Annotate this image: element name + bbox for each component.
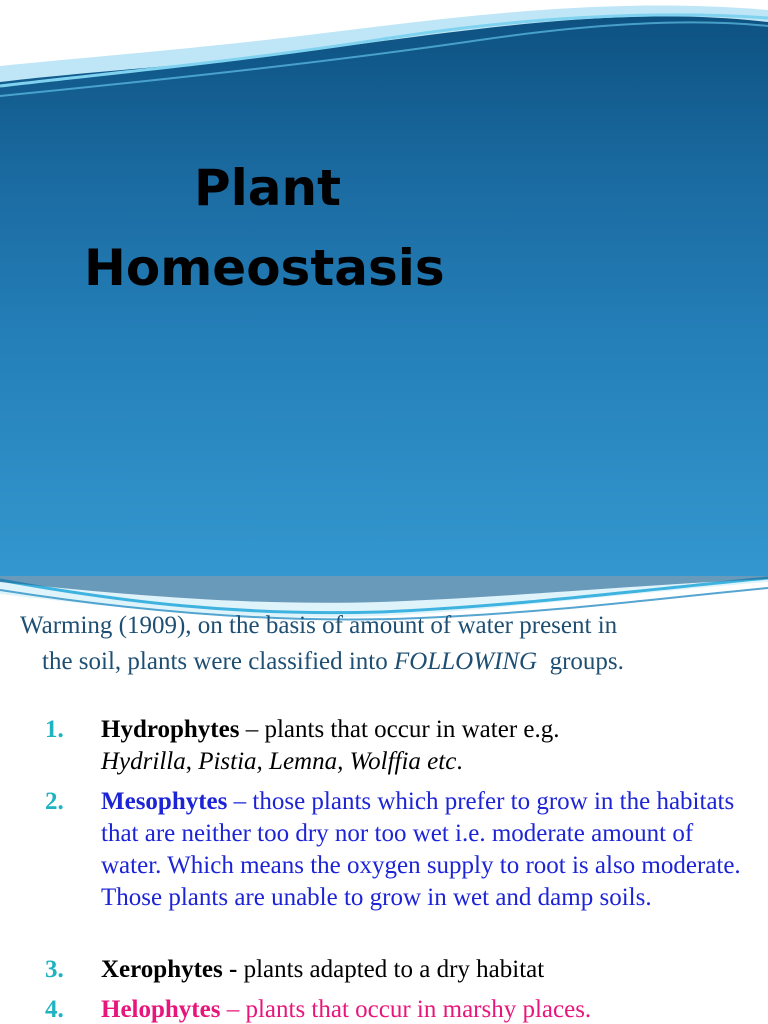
- example-hydrilla: Hydrilla: [101, 748, 186, 775]
- period: .: [456, 748, 463, 775]
- content-slide: [0, 576, 768, 1024]
- intro-emphasis: FOLLOWING: [394, 648, 538, 675]
- item-text: [101, 954, 741, 986]
- separator: –: [239, 716, 265, 743]
- item-text: [101, 994, 741, 1024]
- term-xerophytes: Xerophytes -: [101, 956, 238, 983]
- item-number: 2.: [45, 788, 64, 815]
- item-description: – plants that occur in marshy places.: [220, 996, 592, 1023]
- item-text: [101, 786, 741, 914]
- term-hydrophytes: Hydrophytes: [101, 716, 240, 743]
- item-number: 4.: [45, 996, 64, 1023]
- wave-decoration: [0, 0, 768, 110]
- intro-text-end: groups.: [537, 648, 624, 675]
- intro-line-2: [20, 644, 750, 680]
- title-line-2: Homeostasis: [84, 239, 445, 297]
- item-text: [101, 714, 741, 778]
- item-description: plants adapted to a dry habitat: [237, 956, 545, 983]
- title-line-1: Plant: [194, 159, 342, 217]
- examples: Pistia, Lemna, Wolffia etc: [198, 748, 457, 775]
- intro-paragraph: [20, 608, 750, 680]
- comma: ,: [185, 748, 199, 775]
- slide-title: [84, 148, 445, 308]
- item-description: plants that occur in water e.g.: [264, 716, 560, 743]
- term-helophytes: Helophytes: [101, 996, 221, 1023]
- term-mesophytes: Mesophytes: [101, 788, 228, 815]
- item-description: – those plants which prefer to grow in the habitats that are neither too dry nor too wet i.e. moderate amount of water. Which means the oxygen supply to root is also moderate. Those plants are unable to grow in wet and damp soils.: [101, 788, 741, 911]
- intro-text: the soil, plants were classified into: [42, 648, 395, 675]
- item-number: 3.: [45, 956, 64, 983]
- intro-line-1: Warming (1909), on the basis of amount of water present in: [20, 612, 618, 639]
- item-number: 1.: [45, 716, 64, 743]
